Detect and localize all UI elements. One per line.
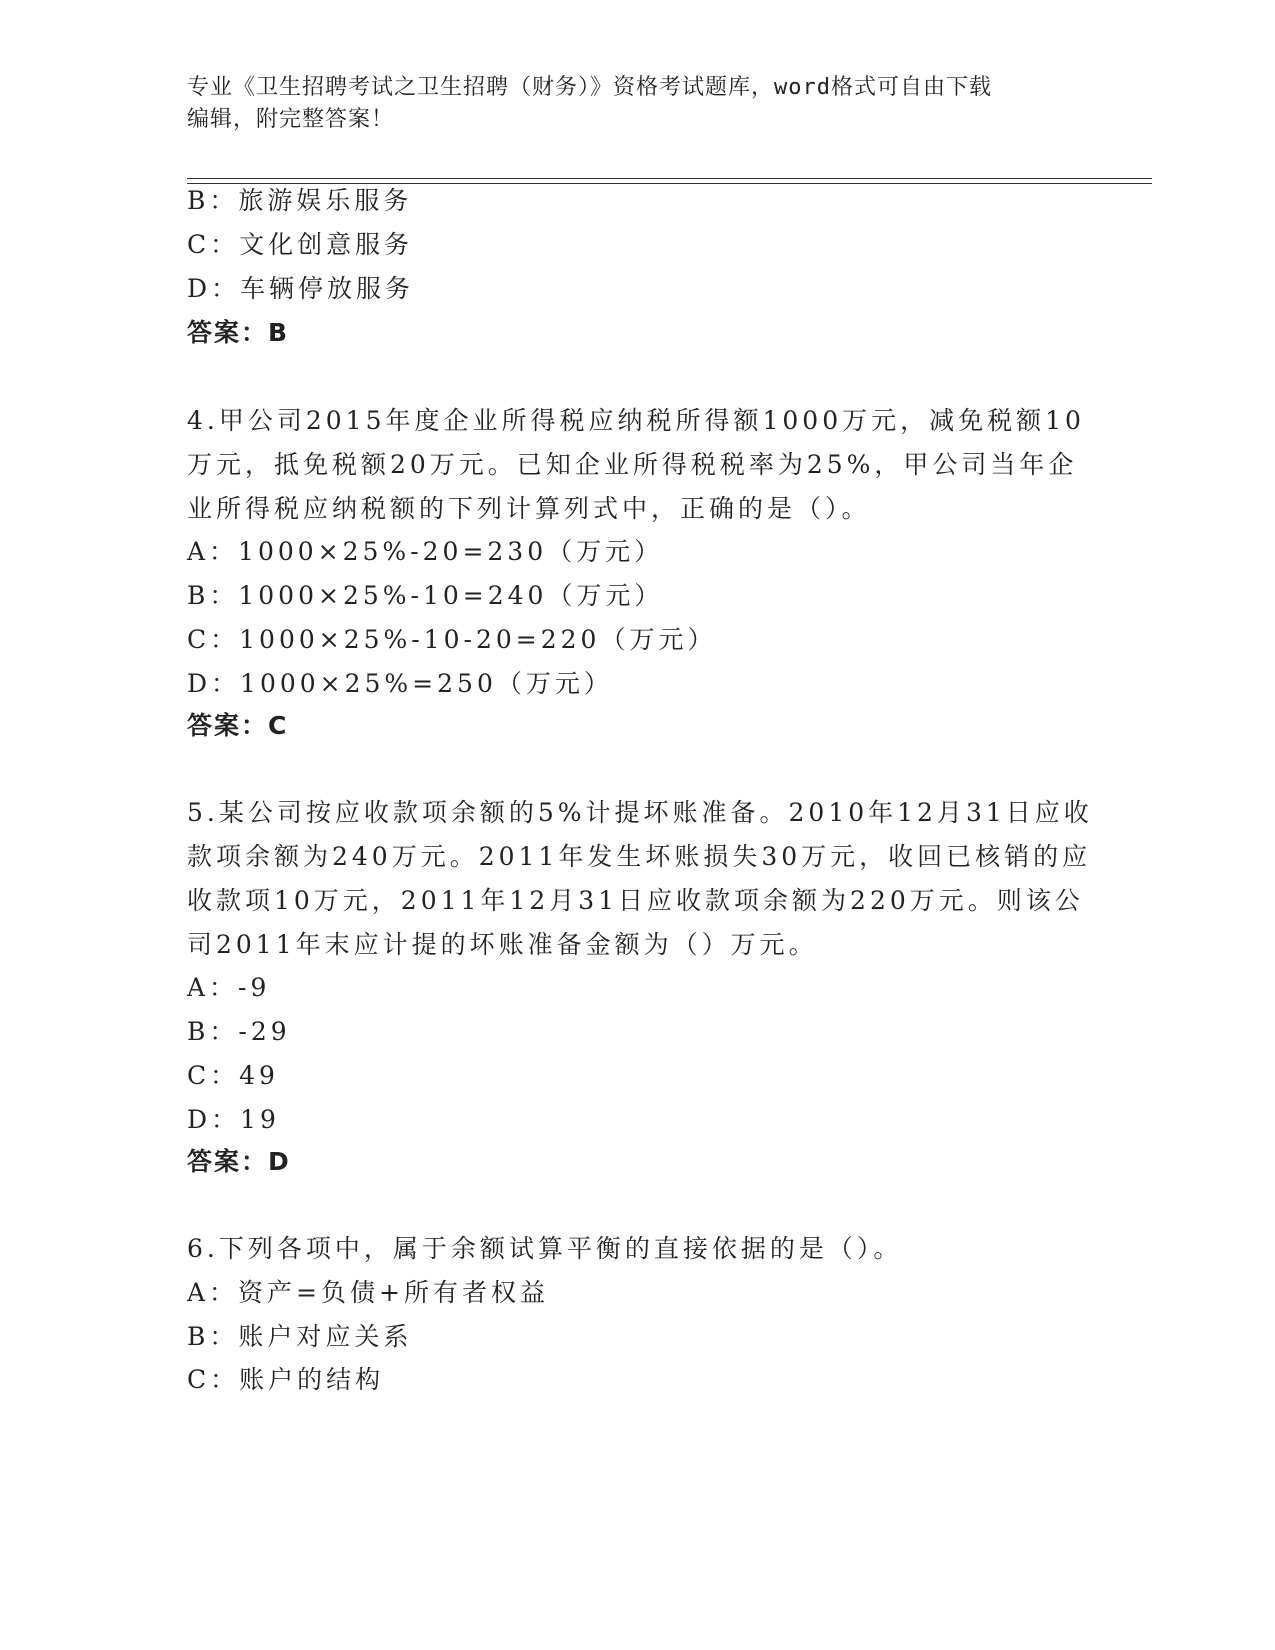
q3-option-b: B：旅游娱乐服务	[187, 186, 413, 215]
q4-stem-line-2: 万元，抵免税额20万元。已知企业所得税税率为25%，甲公司当年企	[187, 450, 1078, 479]
q5-option-a: A：-9	[187, 973, 271, 1002]
q5-answer: 答案：D	[187, 1147, 291, 1176]
q5-stem-line-4: 司2011年末应计提的坏账准备金额为（）万元。	[187, 930, 818, 959]
q5-stem-line-3: 收款项10万元，2011年12月31日应收款项余额为220万元。则该公	[187, 886, 1084, 915]
q5-option-d: D：19	[187, 1105, 280, 1134]
q6-option-c: C：账户的结构	[187, 1365, 385, 1394]
header-line-2: 编辑，附完整答案！	[187, 107, 395, 132]
header-line-1: 专业《卫生招聘考试之卫生招聘（财务）》资格考试题库，word格式可自由下载	[187, 75, 992, 100]
q3-answer: 答案：B	[187, 318, 290, 347]
q5-option-c: C：49	[187, 1061, 279, 1090]
q4-option-c: C：1000×25%-10-20=220（万元）	[187, 625, 717, 654]
q4-option-b: B：1000×25%-10=240（万元）	[187, 581, 664, 610]
q5-stem-line-2: 款项余额为240万元。2011年发生坏账损失30万元，收回已核销的应	[187, 842, 1092, 871]
q3-option-c: C：文化创意服务	[187, 230, 414, 259]
q3-option-d: D：车辆停放服务	[187, 274, 415, 303]
q6-option-b: B：账户对应关系	[187, 1322, 413, 1351]
q4-option-d: D：1000×25%=250（万元）	[187, 669, 613, 698]
q6-option-a: A：资产=负债+所有者权益	[187, 1278, 549, 1307]
q4-stem-line-3: 业所得税应纳税额的下列计算列式中，正确的是（）。	[187, 494, 871, 523]
q6-stem-line-1: 6.下列各项中，属于余额试算平衡的直接依据的是（）。	[187, 1234, 903, 1263]
q4-answer: 答案：C	[187, 711, 289, 740]
q4-stem-line-1: 4.甲公司2015年度企业所得税应纳税所得额1000万元，减免税额10	[187, 406, 1085, 435]
q4-option-a: A：1000×25%-20=230（万元）	[187, 537, 664, 566]
document-header	[187, 72, 1067, 136]
q5-stem-line-1: 5.某公司按应收款项余额的5%计提坏账准备。2010年12月31日应收	[187, 798, 1093, 827]
q5-option-b: B：-29	[187, 1017, 291, 1046]
